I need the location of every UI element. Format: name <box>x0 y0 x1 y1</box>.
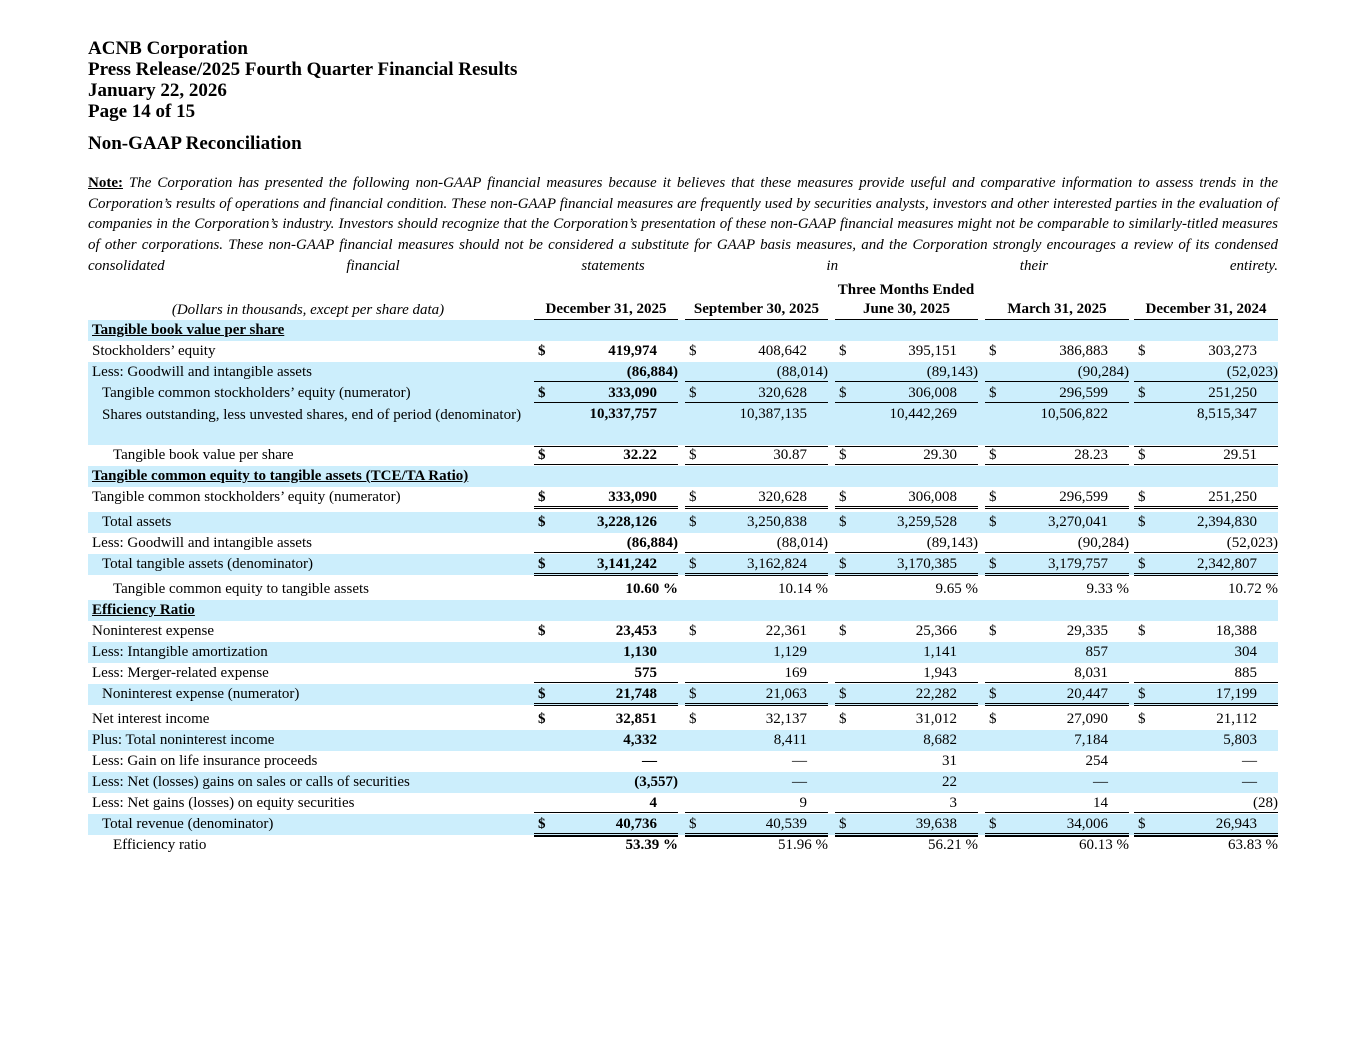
value-cell: 29,335 <box>1066 623 1108 639</box>
value-cell: 333,090 <box>608 489 657 505</box>
table-row <box>88 793 1278 814</box>
note-text: The Corporation has presented the following non-GAAP financial measures because it believes that these measures provide useful and comparative information to assess trends in the Corporation’s results of operations and financial condition. These non-GAAP financial measures are frequently used by securities analysts, investors and other interested parties in the evaluation of companies in the Corporation’s industry. Investors should recognize that the Corporation’s presentation of these non-GAAP financial measures might not be comparable to similarly-titled measures of other corporations. These non-GAAP financial measures should not be considered a substitute for GAAP basis measures, and the Corporation strongly encourages a review of its condensed consolidated financial statements in their entirety. <box>88 175 1278 274</box>
currency-symbol: $ <box>839 385 847 401</box>
currency-symbol: $ <box>839 489 847 505</box>
value-cell: (89,143) <box>926 364 978 380</box>
currency-symbol: $ <box>538 556 546 572</box>
currency-symbol: $ <box>839 686 847 702</box>
value-cell: 3,250,838 <box>747 514 807 530</box>
currency-symbol: $ <box>538 686 546 702</box>
table-row <box>88 487 1278 508</box>
section-label: Tangible book value per share <box>92 322 285 338</box>
value-cell: 386,883 <box>1059 343 1108 359</box>
currency-symbol: $ <box>1138 514 1146 530</box>
value-cell: 21,748 <box>615 686 657 702</box>
value-cell: 304 <box>1234 644 1257 660</box>
row-label: Less: Goodwill and intangible assets <box>92 364 312 380</box>
company-name: ACNB Corporation <box>88 38 248 59</box>
value-cell: 1,141 <box>923 644 957 660</box>
value-cell: 26,943 <box>1215 816 1257 832</box>
table-row <box>88 383 1278 404</box>
currency-symbol: $ <box>538 816 546 832</box>
value-cell: 10,506,822 <box>1040 406 1108 422</box>
value-cell: (90,284) <box>1077 364 1129 380</box>
table-row <box>88 554 1278 575</box>
column-header-4: March 31, 2025 <box>985 300 1129 320</box>
section-title: Non-GAAP Reconciliation <box>88 133 302 154</box>
value-cell: 32,851 <box>615 711 657 727</box>
row-label: Tangible book value per share <box>113 447 294 463</box>
value-cell: (52,023) <box>1226 364 1278 380</box>
table-row <box>88 751 1278 772</box>
value-cell: 320,628 <box>758 385 807 401</box>
row-label: Total tangible assets (denominator) <box>102 556 313 572</box>
value-cell: 28.23 <box>1074 447 1108 463</box>
table-row <box>88 445 1278 466</box>
value-cell: 10,337,757 <box>589 406 657 422</box>
value-cell: 3,259,528 <box>897 514 957 530</box>
currency-symbol: $ <box>689 343 697 359</box>
value-cell: — <box>1093 774 1108 790</box>
currency-symbol: $ <box>839 711 847 727</box>
value-cell: 32,137 <box>765 711 807 727</box>
row-label: Tangible common stockholders’ equity (numerator) <box>92 489 401 505</box>
value-cell: 306,008 <box>908 385 957 401</box>
table-row <box>88 684 1278 705</box>
value-cell: — <box>792 774 807 790</box>
currency-symbol: $ <box>538 514 546 530</box>
value-cell: 857 <box>1085 644 1108 660</box>
currency-symbol: $ <box>989 686 997 702</box>
value-cell: 21,063 <box>765 686 807 702</box>
value-cell: 23,453 <box>615 623 657 639</box>
value-cell: 7,184 <box>1074 732 1108 748</box>
table-row <box>88 533 1278 554</box>
currency-symbol: $ <box>538 343 546 359</box>
value-cell: 408,642 <box>758 343 807 359</box>
currency-symbol: $ <box>989 623 997 639</box>
value-cell: 32.22 <box>623 447 657 463</box>
value-cell: 4,332 <box>623 732 657 748</box>
currency-symbol: $ <box>689 385 697 401</box>
value-cell: 885 <box>1234 665 1257 681</box>
value-cell: 10.60 % <box>625 581 678 597</box>
currency-symbol: $ <box>538 447 546 463</box>
value-cell: 10,387,135 <box>739 406 807 422</box>
section-label: Efficiency Ratio <box>92 602 195 618</box>
section-header-row <box>88 600 1278 621</box>
currency-symbol: $ <box>989 556 997 572</box>
value-cell: 20,447 <box>1066 686 1108 702</box>
section-header-row <box>88 320 1278 341</box>
row-label: Total assets <box>102 514 172 530</box>
value-cell: 25,366 <box>915 623 957 639</box>
value-cell: 51.96 % <box>778 837 828 853</box>
table-row <box>88 404 1278 445</box>
value-cell: 34,006 <box>1066 816 1108 832</box>
currency-symbol: $ <box>689 623 697 639</box>
row-label: Efficiency ratio <box>113 837 207 853</box>
currency-symbol: $ <box>689 447 697 463</box>
row-label: Less: Net gains (losses) on equity securities <box>92 795 355 811</box>
value-cell: 3,162,824 <box>747 556 807 572</box>
row-label: Shares outstanding, less unvested shares, end of period (denominator) <box>102 407 522 423</box>
currency-symbol: $ <box>538 385 546 401</box>
value-cell: 3,141,242 <box>597 556 657 572</box>
currency-symbol: $ <box>538 623 546 639</box>
value-cell: 21,112 <box>1216 711 1257 727</box>
value-cell: 22,361 <box>765 623 807 639</box>
currency-symbol: $ <box>1138 489 1146 505</box>
row-label: Net interest income <box>92 711 210 727</box>
currency-symbol: $ <box>989 447 997 463</box>
value-cell: 8,411 <box>773 732 807 748</box>
value-cell: 3,170,385 <box>897 556 957 572</box>
release-title: Press Release/2025 Fourth Quarter Financial Results <box>88 59 518 80</box>
value-cell: 320,628 <box>758 489 807 505</box>
value-cell: 31,012 <box>915 711 957 727</box>
table-row <box>88 709 1278 730</box>
row-label: Tangible common stockholders’ equity (numerator) <box>102 385 411 401</box>
currency-symbol: $ <box>689 816 697 832</box>
value-cell: 296,599 <box>1059 489 1108 505</box>
row-label: Noninterest expense (numerator) <box>102 686 300 702</box>
value-cell: 18,388 <box>1215 623 1257 639</box>
value-cell: 1,129 <box>773 644 807 660</box>
table-body <box>88 320 1278 856</box>
value-cell: 29.30 <box>923 447 957 463</box>
row-label: Noninterest expense <box>92 623 215 639</box>
value-cell: 8,031 <box>1074 665 1108 681</box>
value-cell: (90,284) <box>1077 535 1129 551</box>
currency-symbol: $ <box>538 711 546 727</box>
currency-symbol: $ <box>839 514 847 530</box>
value-cell: 56.21 % <box>928 837 978 853</box>
value-cell: 251,250 <box>1208 489 1257 505</box>
column-header-3: June 30, 2025 <box>835 300 978 320</box>
value-cell: 3,179,757 <box>1048 556 1108 572</box>
value-cell: — <box>792 753 807 769</box>
value-cell: 1,130 <box>623 644 657 660</box>
value-cell: 306,008 <box>908 489 957 505</box>
value-cell: 39,638 <box>915 816 957 832</box>
value-cell: 60.13 % <box>1079 837 1129 853</box>
currency-symbol: $ <box>839 623 847 639</box>
table-row <box>88 663 1278 684</box>
row-label: Tangible common equity to tangible assets <box>113 581 369 597</box>
table-row <box>88 341 1278 362</box>
page-number: Page 14 of 15 <box>88 101 196 122</box>
release-date: January 22, 2026 <box>88 80 227 101</box>
table-row <box>88 512 1278 533</box>
value-cell: 10,442,269 <box>889 406 957 422</box>
currency-symbol: $ <box>1138 343 1146 359</box>
value-cell: 40,736 <box>615 816 657 832</box>
value-cell: 40,539 <box>765 816 807 832</box>
currency-symbol: $ <box>989 489 997 505</box>
value-cell: 333,090 <box>608 385 657 401</box>
value-cell: 8,682 <box>923 732 957 748</box>
value-cell: 169 <box>784 665 807 681</box>
value-cell: 575 <box>634 665 657 681</box>
value-cell: 2,342,807 <box>1197 556 1257 572</box>
column-header-1: December 31, 2025 <box>534 300 678 320</box>
column-header-5: December 31, 2024 <box>1134 300 1278 320</box>
table-row <box>88 814 1278 835</box>
currency-symbol: $ <box>1138 447 1146 463</box>
column-header-2: September 30, 2025 <box>685 300 828 320</box>
row-label: Less: Net (losses) gains on sales or calls of securities <box>92 774 410 790</box>
value-cell: 395,151 <box>908 343 957 359</box>
value-cell: — <box>1242 774 1257 790</box>
value-cell: (86,884) <box>626 535 678 551</box>
currency-symbol: $ <box>689 514 697 530</box>
reconciliation-table <box>88 280 1278 856</box>
currency-symbol: $ <box>538 489 546 505</box>
value-cell: (3,557) <box>634 774 678 790</box>
currency-symbol: $ <box>689 711 697 727</box>
row-label: Less: Intangible amortization <box>92 644 268 660</box>
currency-symbol: $ <box>839 556 847 572</box>
table-row <box>88 579 1278 600</box>
currency-symbol: $ <box>1138 686 1146 702</box>
value-cell: 254 <box>1085 753 1108 769</box>
value-cell: 17,199 <box>1215 686 1257 702</box>
table-row <box>88 621 1278 642</box>
currency-symbol: $ <box>989 514 997 530</box>
table-row <box>88 642 1278 663</box>
currency-symbol: $ <box>989 711 997 727</box>
currency-symbol: $ <box>1138 623 1146 639</box>
currency-symbol: $ <box>989 385 997 401</box>
value-cell: — <box>1242 753 1257 769</box>
report-header <box>88 38 517 122</box>
value-cell: 1,943 <box>923 665 957 681</box>
row-label: Less: Merger-related expense <box>92 665 269 681</box>
value-cell: (52,023) <box>1226 535 1278 551</box>
column-header-row <box>88 300 1278 320</box>
value-cell: 29.51 <box>1223 447 1257 463</box>
section-label: Tangible common equity to tangible assets (TCE/TA Ratio) <box>92 468 469 484</box>
value-cell: 251,250 <box>1208 385 1257 401</box>
note-label: Note: <box>88 175 123 191</box>
currency-symbol: $ <box>839 343 847 359</box>
value-cell: 296,599 <box>1059 385 1108 401</box>
value-cell: 3 <box>949 795 957 811</box>
value-cell: 22,282 <box>915 686 957 702</box>
value-cell: (89,143) <box>926 535 978 551</box>
value-cell: 63.83 % <box>1228 837 1278 853</box>
currency-symbol: $ <box>1138 556 1146 572</box>
currency-symbol: $ <box>839 447 847 463</box>
value-cell: (88,014) <box>776 364 828 380</box>
value-cell: — <box>642 753 657 769</box>
value-cell: (86,884) <box>626 364 678 380</box>
value-cell: 2,394,830 <box>1197 514 1257 530</box>
value-cell: 9.65 % <box>935 581 978 597</box>
value-cell: 9 <box>799 795 807 811</box>
value-cell: 3,228,126 <box>597 514 657 530</box>
value-cell: 4 <box>649 795 657 811</box>
currency-symbol: $ <box>1138 816 1146 832</box>
row-label: Total revenue (denominator) <box>102 816 274 832</box>
table-row <box>88 362 1278 383</box>
table-caption: (Dollars in thousands, except per share data) <box>171 302 445 318</box>
table-row <box>88 730 1278 751</box>
value-cell: 10.72 % <box>1228 581 1278 597</box>
table-row <box>88 772 1278 793</box>
value-cell: 8,515,347 <box>1197 406 1257 422</box>
row-label: Plus: Total noninterest income <box>92 732 275 748</box>
value-cell: 30.87 <box>773 447 807 463</box>
value-cell: 5,803 <box>1223 732 1257 748</box>
currency-symbol: $ <box>1138 385 1146 401</box>
value-cell: 31 <box>942 753 957 769</box>
section-header-row <box>88 466 1278 487</box>
note-paragraph <box>88 173 1278 277</box>
table-row <box>88 835 1278 856</box>
value-cell: 53.39 % <box>625 837 678 853</box>
value-cell: 3,270,041 <box>1048 514 1108 530</box>
value-cell: 27,090 <box>1066 711 1108 727</box>
value-cell: 10.14 % <box>778 581 828 597</box>
currency-symbol: $ <box>689 556 697 572</box>
value-cell: (28) <box>1253 795 1278 811</box>
currency-symbol: $ <box>839 816 847 832</box>
value-cell: 22 <box>942 774 957 790</box>
currency-symbol: $ <box>989 816 997 832</box>
value-cell: 14 <box>1093 795 1108 811</box>
value-cell: 303,273 <box>1208 343 1257 359</box>
table-period-header <box>88 280 1278 300</box>
currency-symbol: $ <box>689 686 697 702</box>
currency-symbol: $ <box>1138 711 1146 727</box>
currency-symbol: $ <box>689 489 697 505</box>
row-label: Less: Gain on life insurance proceeds <box>92 753 318 769</box>
row-label: Less: Goodwill and intangible assets <box>92 535 312 551</box>
value-cell: 419,974 <box>608 343 657 359</box>
currency-symbol: $ <box>989 343 997 359</box>
period-title: Three Months Ended <box>837 282 975 298</box>
row-label: Stockholders’ equity <box>92 343 216 359</box>
value-cell: 9.33 % <box>1086 581 1129 597</box>
value-cell: (88,014) <box>776 535 828 551</box>
